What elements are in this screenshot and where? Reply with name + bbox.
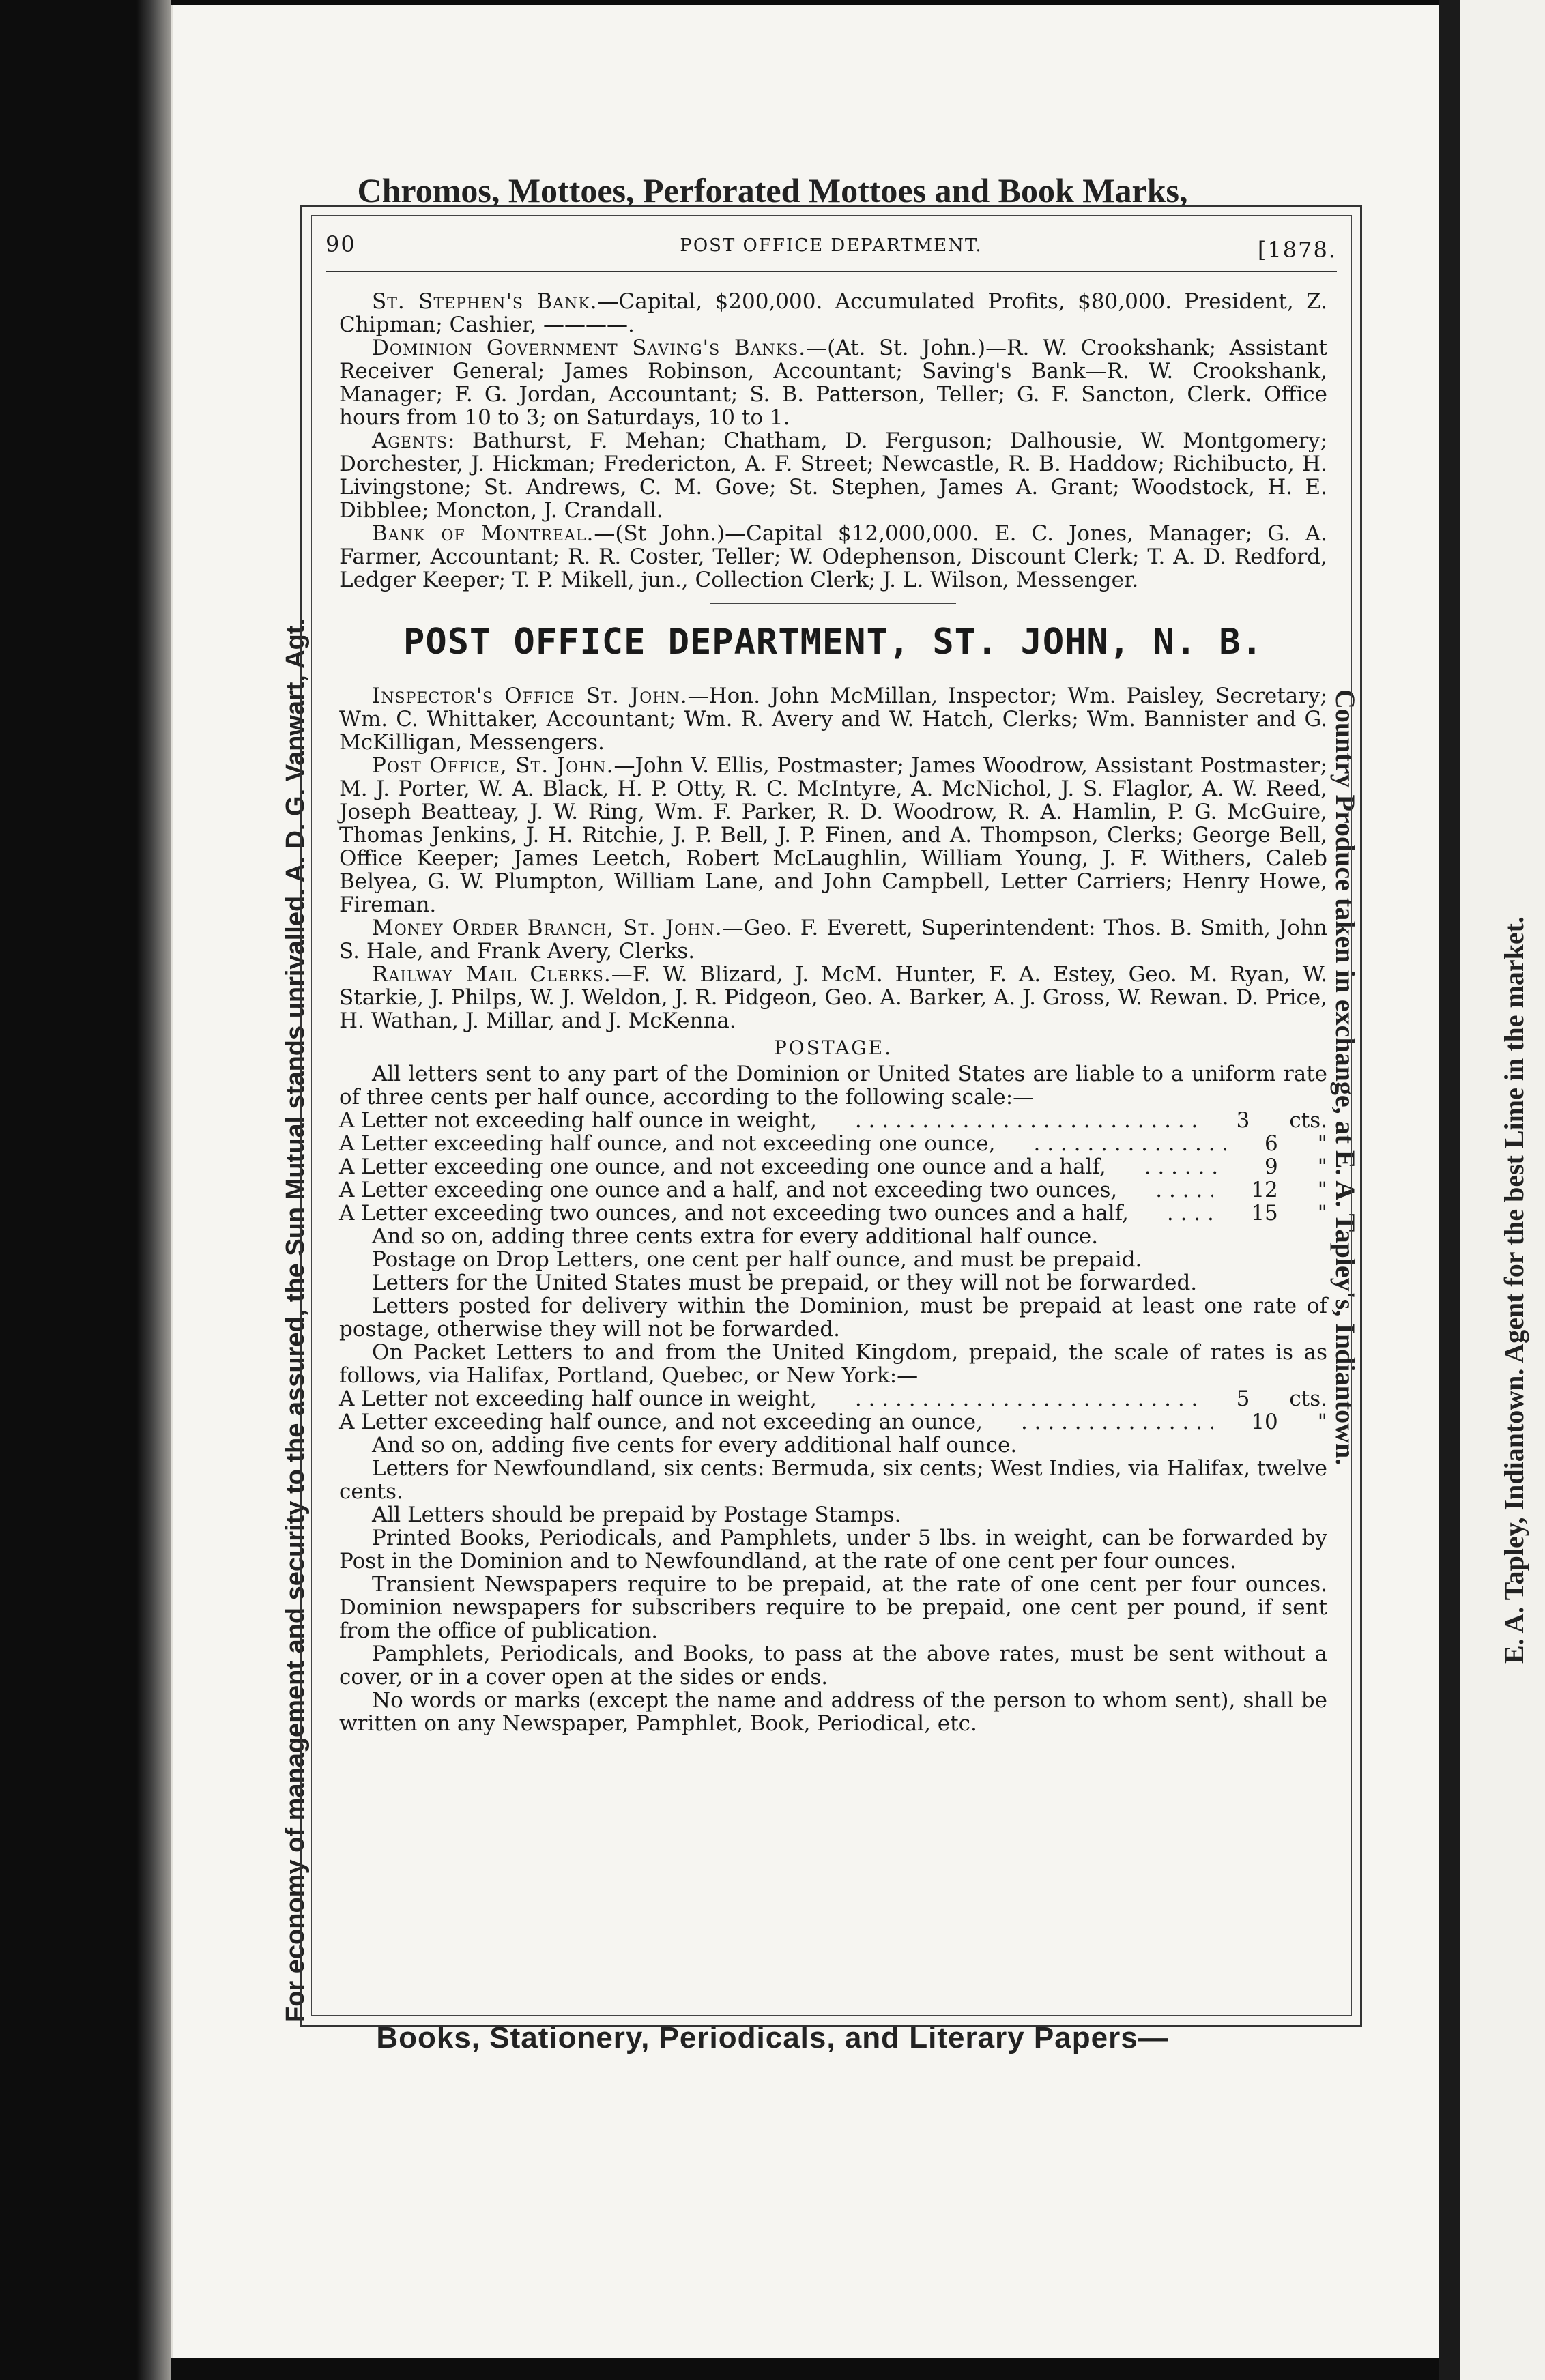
united-kingdom-intro: On Packet Letters to and from the United Kingdom, prepaid, the scale of rates is as follows, via Halifax, Portland, Quebec, or New York:— bbox=[339, 1340, 1327, 1388]
rate-label: A Letter exceeding two ounces, and not exceeding two ounces and a half, bbox=[339, 1201, 1129, 1225]
no-words-note: No words or marks (except the name and address of the person to whom sent), shall be written on any Newspaper, Pamphlet, Book, Periodical, etc. bbox=[339, 1688, 1327, 1736]
printed-matter-note: Printed Books, Periodicals, and Pamphlets, under 5 lbs. in weight, can be forwarded by Post in the Dominion and to Newfoundland, at the rate of one cent per four ounces. bbox=[339, 1526, 1327, 1573]
rate-unit: cts. bbox=[1289, 1387, 1327, 1411]
rate-value: 5 cts. bbox=[1236, 1387, 1327, 1411]
right-advertisement: Country Produce taken in exchange, at E. A. Tapley's, Indiantown. bbox=[1330, 689, 1361, 1466]
dominion-savings-bank-entry: Dominion Government Saving's Banks.—(At. St. John.)—R. W. Crookshank; Assistant Receiver General; James Robinson, Accountant; Saving's Bank—R. W. Crookshank, Manager; F. G. Jordan, Accountant; S. B. Patterson, Teller; G. F. Sancton, Clerk. Office hours from 10 to 3; on Saturdays, 10 to 1. bbox=[339, 336, 1327, 430]
page-number: 90 bbox=[326, 231, 356, 257]
rate-label: A Letter exceeding half ounce, and not exceeding an ounce, bbox=[339, 1410, 983, 1434]
agents-entry: Agents: Bathurst, F. Mehan; Chatham, D. Ferguson; Dalhousie, W. Montgomery; Dorchester, J. Hickman; Fredericton, A. F. Street; Newcastle, R. B. Haddow; Richibucto, H. Livingstone; St. Andrews, C. M. Gove; St. Stephen, James A. Grant; Woodstock, H. E. Dibblee; Moncton, J. Crandall. bbox=[339, 429, 1327, 523]
railway-mail-entry: Railway Mail Clerks.—F. W. Blizard, J. McM. Hunter, F. A. Estey, Geo. M. Ryan, W. Starkie, J. Philps, W. J. Weldon, J. R. Pidgeon, Geo. A. Barker, A. J. Gross, W. Rewan. D. Price, H. Wathan, J. Millar, and J. McKenna. bbox=[339, 962, 1327, 1033]
leader-dots bbox=[1123, 1178, 1213, 1202]
head-rule bbox=[326, 271, 1337, 272]
rate-row bbox=[339, 1202, 1327, 1225]
within-dominion-note: Letters posted for delivery within the Dominion, must be prepaid at least one rate of postage, otherwise they will not be forwarded. bbox=[339, 1294, 1327, 1341]
rate-row bbox=[339, 1109, 1327, 1132]
leader-dots bbox=[822, 1387, 1198, 1410]
rate-label: A Letter exceeding one ounce, and not exceeding one ounce and a half, bbox=[339, 1155, 1106, 1179]
bank-of-montreal-entry: Bank of Montreal.—(St John.)—Capital $12,000,000. E. C. Jones, Manager; G. A. Farmer, Accountant; R. R. Coster, Teller; W. Odephenson, Discount Clerk; T. A. D. Redford, Ledger Keeper; T. P. Mikell, jun., Collection Clerk; J. L. Wilson, Messenger. bbox=[339, 521, 1327, 592]
running-head-title: POST OFFICE DEPARTMENT. bbox=[680, 235, 983, 256]
rate-value: 9 " bbox=[1265, 1155, 1327, 1179]
bottom-advertisement: Books, Stationery, Periodicals, and Literary Papers— bbox=[376, 2021, 1169, 2055]
postage-heading: POSTAGE. bbox=[773, 1036, 893, 1059]
post-office-entry: Post Office, St. John.—John V. Ellis, Postmaster; James Woodrow, Assistant Postmaster; M. J. Porter, W. A. Black, H. P. Otty, R. C. McIntyre, A. McNichol, J. S. Flaglor, A. W. Reed, Joseph Beatteay, J. W. Ring, Wm. F. Parker, R. D. Woodrow, R. A. Hamlin, P. G. McGuire, Thomas Jenkins, J. H. Ritchie, J. P. Bell, J. P. Finen, and A. Thompson, Clerks; George Bell, Office Keeper; James Leetch, Robert McLaughlin, William Young, J. F. Withers, Caleb Belyea, G. W. Plumpton, William Lane, and John Campbell, Letter Carriers; Henry Howe, Fireman. bbox=[339, 753, 1327, 917]
rate-value: 3 cts. bbox=[1236, 1108, 1327, 1133]
leader-dots bbox=[988, 1410, 1213, 1434]
facing-page-advertisement: E. A. Tapley, Indiantown. Agent for the best Lime in the market. bbox=[1499, 916, 1529, 1664]
stamps-note: All Letters should be prepaid by Postage Stamps. bbox=[372, 1503, 901, 1527]
rate-value: 10 " bbox=[1251, 1410, 1327, 1434]
leader-dots bbox=[1112, 1155, 1226, 1178]
leader-dots bbox=[1000, 1132, 1226, 1155]
left-advertisement: For economy of management and security to the assured, the Sun Mutual stands unrivalled. A. D. G. Vanwart, Agt. bbox=[281, 618, 310, 2022]
rate-label: A Letter exceeding one ounce and a half, and not exceeding two ounces, bbox=[339, 1178, 1118, 1202]
pamphlets-note: Pamphlets, Periodicals, and Books, to pass at the above rates, must be sent without a cover, or in a cover open at the sides or ends. bbox=[339, 1642, 1327, 1689]
page-body bbox=[339, 290, 1327, 1735]
rate-label: A Letter not exceeding half ounce in weight, bbox=[339, 1108, 817, 1133]
rate-row bbox=[339, 1410, 1327, 1434]
drop-letters-note: Postage on Drop Letters, one cent per half ounce, and must be prepaid. bbox=[372, 1247, 1142, 1272]
rate-label: A Letter exceeding half ounce, and not exceeding one ounce, bbox=[339, 1131, 996, 1156]
rate-unit: " bbox=[1317, 1201, 1327, 1225]
running-head bbox=[326, 231, 1337, 263]
rate-value: 15 " bbox=[1251, 1201, 1327, 1225]
postage-intro: All letters sent to any part of the Dominion or United States are liable to a uniform rate of three cents per half ounce, according to the following scale:— bbox=[339, 1062, 1327, 1109]
rate-unit: " bbox=[1317, 1178, 1327, 1202]
rate-unit: " bbox=[1317, 1131, 1327, 1156]
rate-unit: " bbox=[1317, 1155, 1327, 1179]
rate-row bbox=[339, 1155, 1327, 1178]
page-frame bbox=[300, 205, 1362, 2027]
uk-more: And so on, adding five cents for every additional half ounce. bbox=[372, 1433, 1017, 1457]
rate-row bbox=[339, 1132, 1327, 1155]
section-heading: POST OFFICE DEPARTMENT, ST. JOHN, N. B. bbox=[403, 622, 1263, 663]
page-frame-inner bbox=[311, 215, 1352, 2016]
section-divider bbox=[710, 603, 956, 604]
running-head-year: [1878. bbox=[1257, 237, 1337, 263]
rate-row bbox=[339, 1387, 1327, 1410]
rate-unit: cts. bbox=[1289, 1108, 1327, 1133]
leader-dots bbox=[822, 1109, 1198, 1132]
money-order-entry: Money Order Branch, St. John.—Geo. F. Everett, Superintendent: Thos. B. Smith, John S. Hale, and Frank Avery, Clerks. bbox=[339, 916, 1327, 963]
domestic-rate-list bbox=[339, 1109, 1327, 1225]
st-stephens-bank-entry: St. Stephen's Bank.—Capital, $200,000. Accumulated Profits, $80,000. President, Z. Chipman; Cashier, ————. bbox=[339, 289, 1327, 337]
leader-dots bbox=[1134, 1202, 1213, 1225]
rate-label: A Letter not exceeding half ounce in weight, bbox=[339, 1387, 817, 1411]
rate-unit: " bbox=[1317, 1410, 1327, 1434]
rate-row bbox=[339, 1178, 1327, 1202]
uk-rate-list bbox=[339, 1387, 1327, 1434]
newfoundland-note: Letters for Newfoundland, six cents: Bermuda, six cents; West Indies, via Halifax, twelve cents. bbox=[339, 1456, 1327, 1504]
rate-value: 6 " bbox=[1265, 1131, 1327, 1156]
domestic-more: And so on, adding three cents extra for every additional half ounce. bbox=[372, 1224, 1099, 1249]
top-advertisement: Chromos, Mottoes, Perforated Mottoes and Book Marks, bbox=[357, 171, 1188, 209]
inspector-office-entry: Inspector's Office St. John.—Hon. John McMillan, Inspector; Wm. Paisley, Secretary; Wm. C. Whittaker, Accountant; Wm. R. Avery and W. Hatch, Clerks; Wm. Bannister and G. McKilligan, Messengers. bbox=[339, 684, 1327, 755]
united-states-note: Letters for the United States must be prepaid, or they will not be forwarded. bbox=[372, 1271, 1198, 1295]
rate-value: 12 " bbox=[1251, 1178, 1327, 1202]
transient-newspapers-note: Transient Newspapers require to be prepaid, at the rate of one cent per four ounces. Dominion newspapers for subscribers require to be prepaid, one cent per pound, if sent from the office of publication. bbox=[339, 1572, 1327, 1643]
